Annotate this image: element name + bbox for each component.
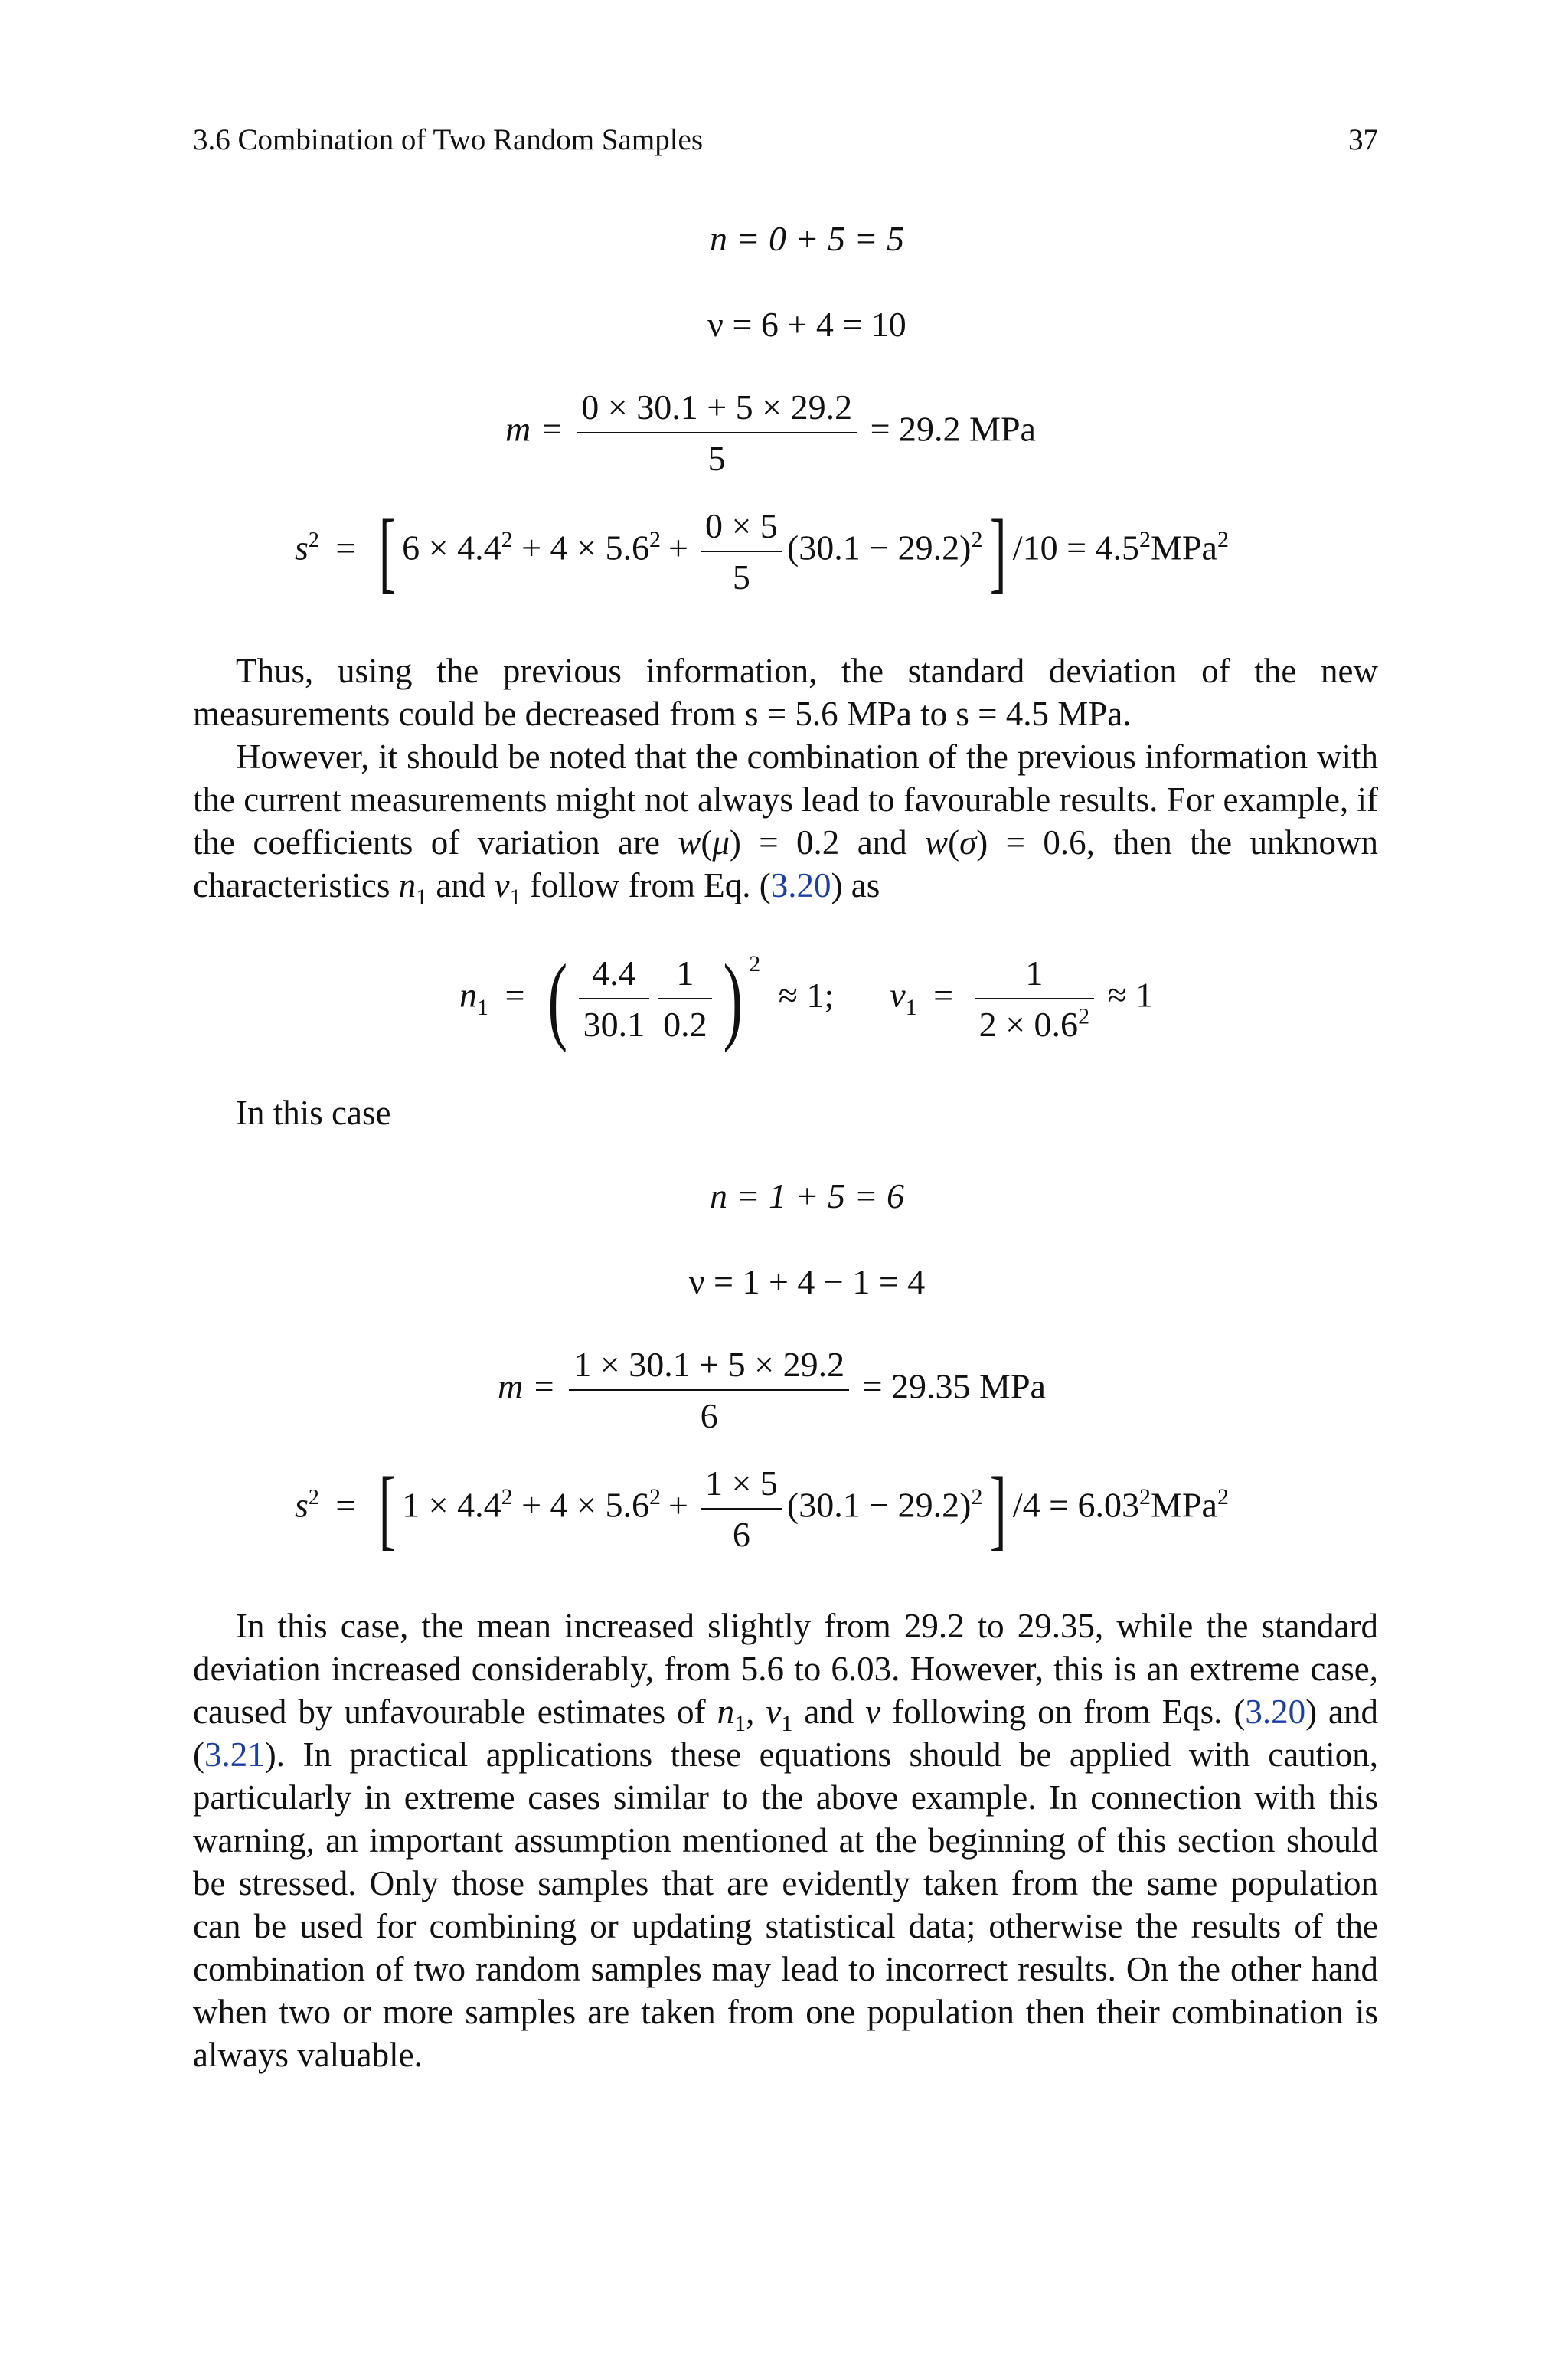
equation-n: n = 0 + 5 = 5: [709, 219, 905, 258]
equation-s2-2: $s^2$ = [ $1 \times 4.4^2 + 4 \times 5.6^2$ + $\frac{1 \times 5}{6}$ $(30.1 - 29.2)^2$] $/4 = 6.03^2MPa^2$: [295, 1458, 1229, 1559]
equation-n-2: n = 1 + 5 = 6: [709, 1176, 905, 1215]
fraction: $\frac{1 \times 5}{6}$: [701, 1463, 782, 1555]
equation-nu: ν = 6 + 4 = 10: [707, 305, 906, 344]
page-number: 37: [1348, 123, 1378, 156]
equation-s2: $s^2$ = [ $6 \times 4.4^2 + 4 \times 5.6^2$ + $\frac{0 \times 5}{5}$ $(30.1 - 29.2)^2$] $/10 = 4.5^2MPa^2$: [295, 501, 1229, 601]
paragraph-block-1: [193, 649, 1378, 910]
equation-ref-link[interactable]: 3.21: [204, 1735, 265, 1774]
fraction: $\frac{1}{0.2}$: [658, 953, 712, 1045]
paragraph-block-3: [193, 1604, 1378, 2076]
fraction: $\frac{1}{2 \times 0.6^2}$: [975, 953, 1094, 1045]
equation-m-2: m = $\frac{1 \times 30.1 + 5 \times 29.2}{6}$ = 29.35 MPa: [498, 1345, 1046, 1435]
paragraph-block-2: [193, 1091, 1378, 1134]
equation-ref-link[interactable]: 3.20: [770, 866, 831, 904]
paragraph: However, it should be noted that the combination of the previous information with the current measurements might not always lead to favourable results. For example, if the coefficients of variation are w(μ) = 0.2 and w(σ) = 0.6, then the unknown characteristics $n_1$ and $\nu_1$ follow from Eq. (3.20) as: [193, 738, 1378, 910]
equation-n1-nu1: $n_1$ = ( $\frac{4.4}{30.1}$ $\frac{1}{0.2}$ ) $^2$ ≈ 1; $\nu_1$ = $\frac{1}{2 \times 0.6^2}$ ≈ 1: [459, 944, 1154, 1053]
equation-nu-2: ν = 1 + 4 − 1 = 4: [688, 1262, 926, 1301]
equation-m: m = $\frac{0 \times 30.1 + 5 \times 29.2}{5}$ = 29.2 MPa: [505, 388, 1036, 478]
paragraph: In this case, the mean increased slightly from 29.2 to 29.35, while the standard deviation increased considerably, from 5.6 to 6.03. However, this is an extreme case, caused by unfavourable estimates of $n_1$, $\nu_1$ and ν following on from Eqs. (3.20) and (3.21). In practical applications these equations should be applied with caution, particularly in extreme cases similar to the above example. In connection with this warning, an important assumption mentioned at the beginning of this section should be stressed. Only those samples that are evidently taken from the same population can be used for combining or updating statistical data; otherwise the results of the combination of two random samples may lead to incorrect results. On the other hand when two or more samples are taken from one population then their combination is always valuable.: [193, 1607, 1378, 2074]
paragraph: In this case: [236, 1094, 391, 1132]
fraction: $\frac{1 \times 30.1 + 5 \times 29.2}{6}$: [569, 1344, 849, 1436]
fraction: $\frac{4.4}{30.1}$: [579, 953, 650, 1045]
fraction: $\frac{0 \times 5}{5}$: [701, 505, 782, 597]
section-title: 3.6 Combination of Two Random Samples: [193, 123, 704, 156]
running-head: [193, 123, 1378, 168]
paragraph: Thus, using the previous information, the standard deviation of the new measurements could be decreased from s = 5.6 MPa to s = 4.5 MPa.: [193, 652, 1378, 733]
fraction: $\frac{0 \times 30.1 + 5 \times 29.2}{5}$: [577, 387, 857, 479]
equation-ref-link[interactable]: 3.20: [1245, 1693, 1306, 1731]
